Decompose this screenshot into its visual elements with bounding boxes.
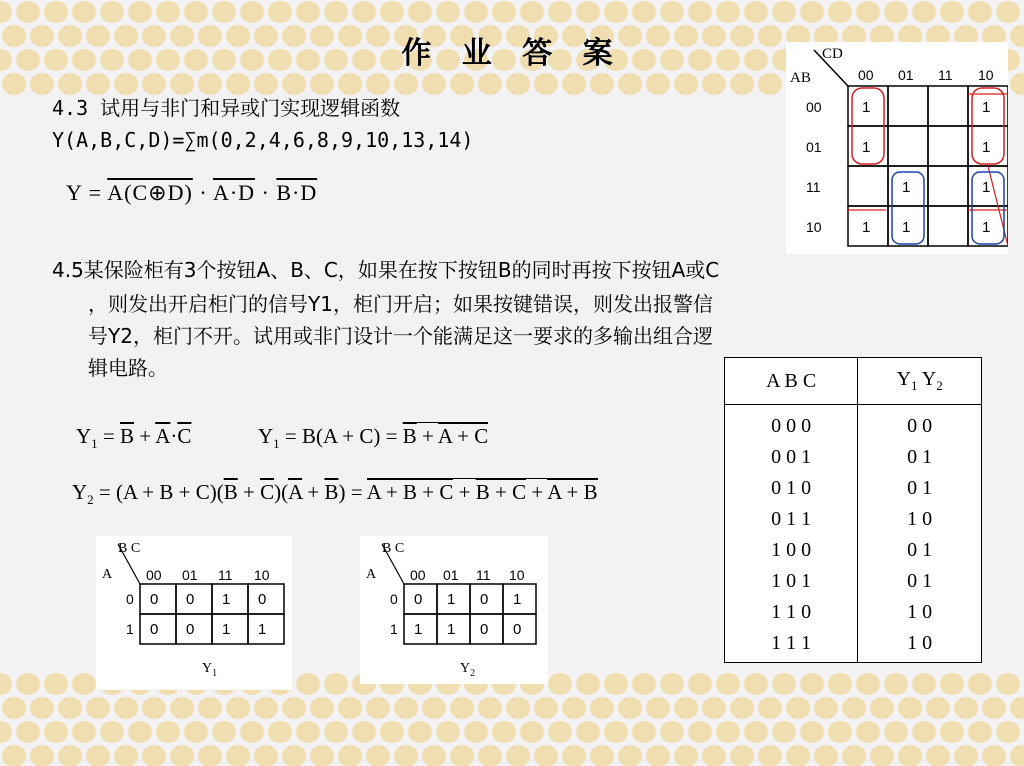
truth-table-output-row: 0 1 [907,446,933,468]
kmap-cell-value: 1 [862,99,871,116]
kmap-cell [928,126,968,166]
kmap-cell-value: 0 [258,591,267,608]
kmap-corner-bc: B C [382,541,405,556]
problem-4-3-heading: 4.3 试用与非门和异或门实现逻辑函数 [52,96,401,120]
kmap-cell-value: 1 [447,591,456,608]
kmap-cell [888,86,928,126]
expression-lhs: Y = [66,180,108,205]
truth-table-header-y: $Y_1$ $Y_2$ [858,358,982,405]
truth-table-input-row: 1 0 1 [771,570,812,592]
truth-table-input-row: 0 0 0 [771,415,812,437]
truth-table [724,357,982,663]
kmap-col-header: 00 [858,67,874,83]
kmap-label: $Y_1$ [202,661,218,679]
equation-y1: $Y_1 = \overline{B} + \overline{A}\cdot\overline{C}$ [76,424,192,452]
kmap-col-header: 11 [938,67,953,83]
kmap-cell-value: 0 [414,591,423,608]
kmap-col-header: 11 [476,567,491,583]
kmap-corner-bc: B C [118,541,141,556]
kmap-cell-value: 1 [982,99,991,116]
kmap-row-header: 1 [126,621,134,637]
problem-4-5-line-1: 4.5某保险柜有3个按钮A、B、C，如果在按下按钮B的同时再按下按钮A或C [52,258,720,282]
truth-table-output-row: 1 0 [907,601,933,623]
kmap-cell-value: 1 [222,591,231,608]
kmap-row-header: 0 [390,591,398,607]
kmap-col-header: 01 [182,567,198,583]
kmap-cell-value: 1 [862,219,871,236]
kmap-row-header: 0 [126,591,134,607]
kmap-cell-value: 0 [480,591,489,608]
kmap-cell-value: 1 [902,219,911,236]
page-title: 作 业 答 案 [401,36,623,71]
kmap-col-header: 00 [410,567,426,583]
equation-y1-b: $Y_1 = B(A + C) = \overline{B} + A + C$ [258,424,489,452]
expression-term-2: A·D [212,180,256,205]
kmap-corner-cd: CD [822,46,843,62]
kmap-cell-value: 0 [150,591,159,608]
kmap-cell-value: 0 [513,621,522,638]
kmap-row-header: 1 [390,621,398,637]
kmap-cell-value: 0 [480,621,489,638]
kmap-col-header: 01 [443,567,459,583]
truth-table-input-row: 1 1 0 [771,601,812,623]
kmap-cell [928,86,968,126]
problem-4-3-function: Y(A,B,C,D)=∑m(0,2,4,6,8,9,10,13,14) [52,128,474,152]
kmap-corner-a: A [366,567,377,582]
kmap-row-header: 00 [806,99,822,115]
kmap-cell-value: 0 [186,621,195,638]
kmap-col-header: 00 [146,567,162,583]
truth-table-output-row: 1 0 [907,632,933,654]
truth-table-header-abc: A B C [725,358,858,405]
kmap-cell-value: 1 [513,591,522,608]
problem-4-5-line-4: 辑电路。 [88,356,168,380]
kmap-cell [848,166,888,206]
kmap-row-header: 10 [806,219,822,235]
truth-table-input-row: 0 1 1 [771,508,812,530]
kmap-cell-value: 1 [862,139,871,156]
kmap-col-header: 10 [978,67,994,83]
kmap-cell-value: 1 [902,179,911,196]
kmap-y1 [96,536,292,690]
kmap-cell-value: 0 [186,591,195,608]
truth-table-output-row: 0 0 [907,415,933,437]
kmap-cell-value: 1 [414,621,423,638]
kmap-row-header: 01 [806,139,822,155]
kmap-row-header: 11 [806,179,821,195]
kmap-cell-value: 1 [222,621,231,638]
truth-table-input-row: 0 1 0 [771,477,812,499]
expression-term-1: A(C⊕D) [107,180,193,205]
truth-table-inputs [725,405,858,663]
kmap-cell-value: 0 [150,621,159,638]
kmap-col-header: 10 [509,567,525,583]
truth-table-outputs [858,405,982,663]
problem-4-5-line-2: ，则发出开启柜门的信号Y1，柜门开启；如果按键错误，则发出报警信 [88,292,713,316]
expression-term-3: B·D [276,180,318,205]
kmap-corner-a: A [102,567,113,582]
kmap-cell-value: 1 [982,219,991,236]
truth-table-output-row: 0 1 [907,539,933,561]
kmap-cell-value: 1 [982,139,991,156]
kmap-cell-value: 1 [982,179,991,196]
kmap-cell [888,126,928,166]
truth-table-input-row: 1 1 1 [771,632,812,654]
truth-table-output-row: 1 0 [907,508,933,530]
kmap-4-3 [786,42,1008,254]
kmap-cell [928,206,968,246]
kmap-y2 [360,536,548,684]
truth-table-input-row: 0 0 1 [771,446,812,468]
truth-table-output-row: 0 1 [907,477,933,499]
kmap-label: $Y_2$ [460,661,476,679]
truth-table-output-row: 0 1 [907,570,933,592]
equation-y2: $Y_2 = (A + B + C)(\overline{B} + \overline{C})(\overline{A} + \overline{B}) = A + B + C + \overline{B} + \overline{C} + \overline{A} + \overline{B}$ [72,480,598,508]
problem-4-5-line-3: 号Y2，柜门不开。试用或非门设计一个能满足这一要求的多输出组合逻 [88,324,713,348]
truth-table-body [725,405,982,663]
kmap-col-header: 10 [254,567,270,583]
kmap-col-header: 01 [898,67,914,83]
truth-table-header-row [725,358,982,405]
kmap-cell-value: 1 [258,621,267,638]
kmap-cell-value: 1 [447,621,456,638]
kmap-cell [928,166,968,206]
truth-table-input-row: 1 0 0 [771,539,812,561]
kmap-corner-ab: AB [790,70,811,86]
kmap-col-header: 11 [218,567,233,583]
problem-4-3-expression: Y = A(C⊕D) · A·D · B·D [66,180,318,205]
